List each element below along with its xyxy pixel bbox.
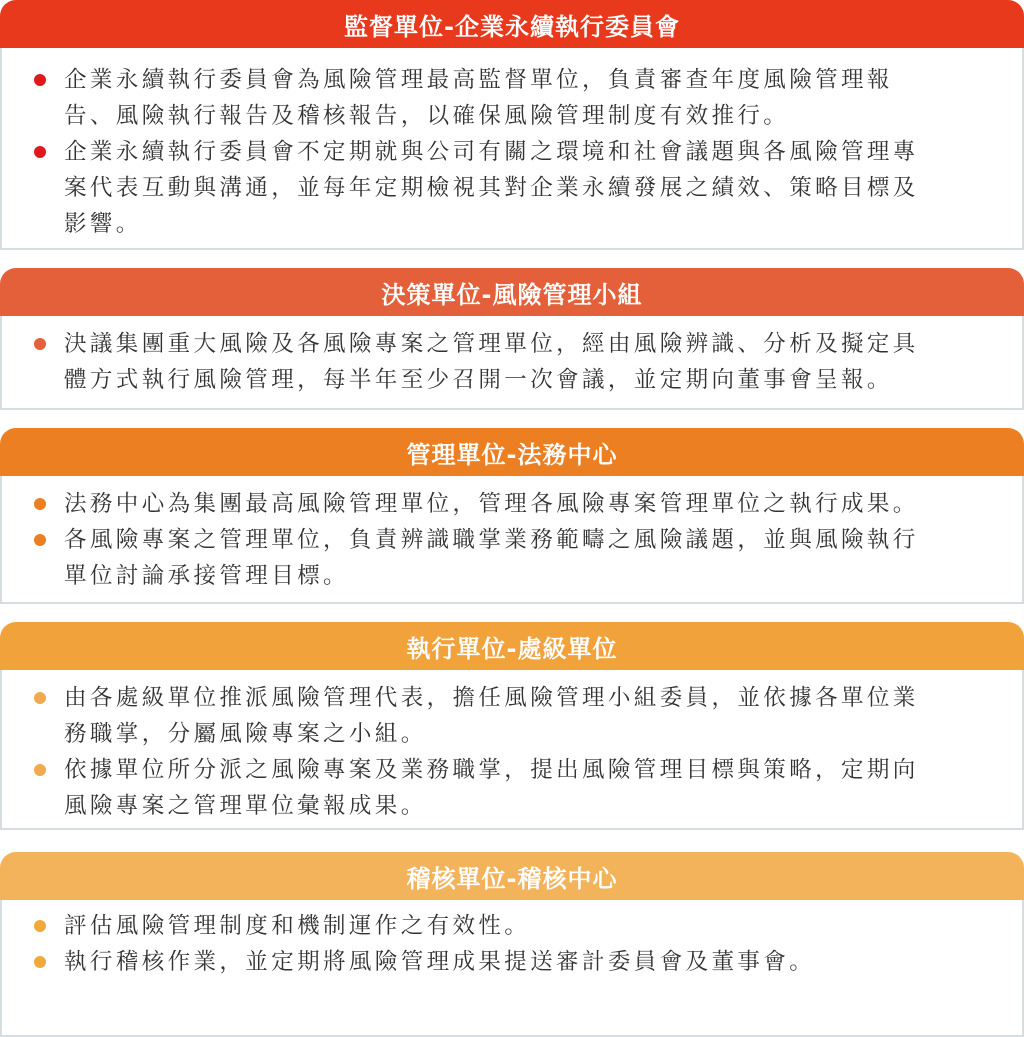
list-item-text: 依據單位所分派之風險專案及業務職掌，提出風險管理目標與策略，定期向 <box>64 757 919 783</box>
list-item-text: 各風險專案之管理單位，負責辨識職掌業務範疇之風險議題，並與風險執行 <box>64 527 919 553</box>
list-item-text: 體方式執行風險管理，每半年至少召開一次會議，並定期向董事會呈報。 <box>64 367 893 393</box>
list-item <box>2 62 1022 134</box>
section-header: 稽核單位-稽核中心 <box>0 852 1024 900</box>
bullet-dot-icon <box>34 146 46 158</box>
list-item <box>2 908 1022 944</box>
list-item-text: 單位討論承接管理目標。 <box>64 563 349 589</box>
section-body <box>0 900 1024 1037</box>
bullet-dot-icon <box>34 764 46 776</box>
section-4 <box>0 622 1024 830</box>
section-body <box>0 316 1024 410</box>
list-item-text: 告、風險執行報告及稽核報告，以確保風險管理制度有效推行。 <box>64 103 790 129</box>
section-header: 執行單位-處級單位 <box>0 622 1024 670</box>
list-item-text: 決議集團重大風險及各風險專案之管理單位，經由風險辨識、分析及擬定具 <box>64 331 919 357</box>
bullet-dot-icon <box>34 920 46 932</box>
list-item-text: 企業永續執行委員會為風險管理最高監督單位，負責審查年度風險管理報 <box>64 67 893 93</box>
section-2 <box>0 268 1024 410</box>
list-item-text: 由各處級單位推派風險管理代表，擔任風險管理小組委員，並依據各單位業 <box>64 685 919 711</box>
bullet-dot-icon <box>34 338 46 350</box>
section-3 <box>0 428 1024 604</box>
section-header: 監督單位-企業永續執行委員會 <box>0 0 1024 48</box>
bullet-dot-icon <box>34 498 46 510</box>
section-1 <box>0 0 1024 250</box>
bullet-dot-icon <box>34 956 46 968</box>
bullet-dot-icon <box>34 534 46 546</box>
list-item <box>2 522 1022 594</box>
section-body <box>0 670 1024 830</box>
section-5 <box>0 852 1024 1037</box>
bullet-dot-icon <box>34 74 46 86</box>
list-item <box>2 680 1022 752</box>
list-item <box>2 326 1022 398</box>
list-item-text: 務職掌，分屬風險專案之小組。 <box>64 721 427 747</box>
section-header: 決策單位-風險管理小組 <box>0 268 1024 316</box>
section-body <box>0 48 1024 250</box>
section-header: 管理單位-法務中心 <box>0 428 1024 476</box>
list-item <box>2 944 1022 980</box>
bullet-dot-icon <box>34 692 46 704</box>
list-item <box>2 134 1022 242</box>
list-item-text: 法務中心為集團最高風險管理單位，管理各風險專案管理單位之執行成果。 <box>64 491 919 517</box>
section-body <box>0 476 1024 604</box>
list-item-text: 企業永續執行委員會不定期就與公司有關之環境和社會議題與各風險管理專 <box>64 139 919 165</box>
list-item <box>2 752 1022 824</box>
list-item-text: 影響。 <box>64 211 142 237</box>
list-item-text: 風險專案之管理單位彙報成果。 <box>64 793 427 819</box>
list-item-text: 評估風險管理制度和機制運作之有效性。 <box>64 913 531 939</box>
list-item-text: 執行稽核作業，並定期將風險管理成果提送審計委員會及董事會。 <box>64 949 816 975</box>
list-item <box>2 486 1022 522</box>
list-item-text: 案代表互動與溝通，並每年定期檢視其對企業永續發展之績效、策略目標及 <box>64 175 919 201</box>
